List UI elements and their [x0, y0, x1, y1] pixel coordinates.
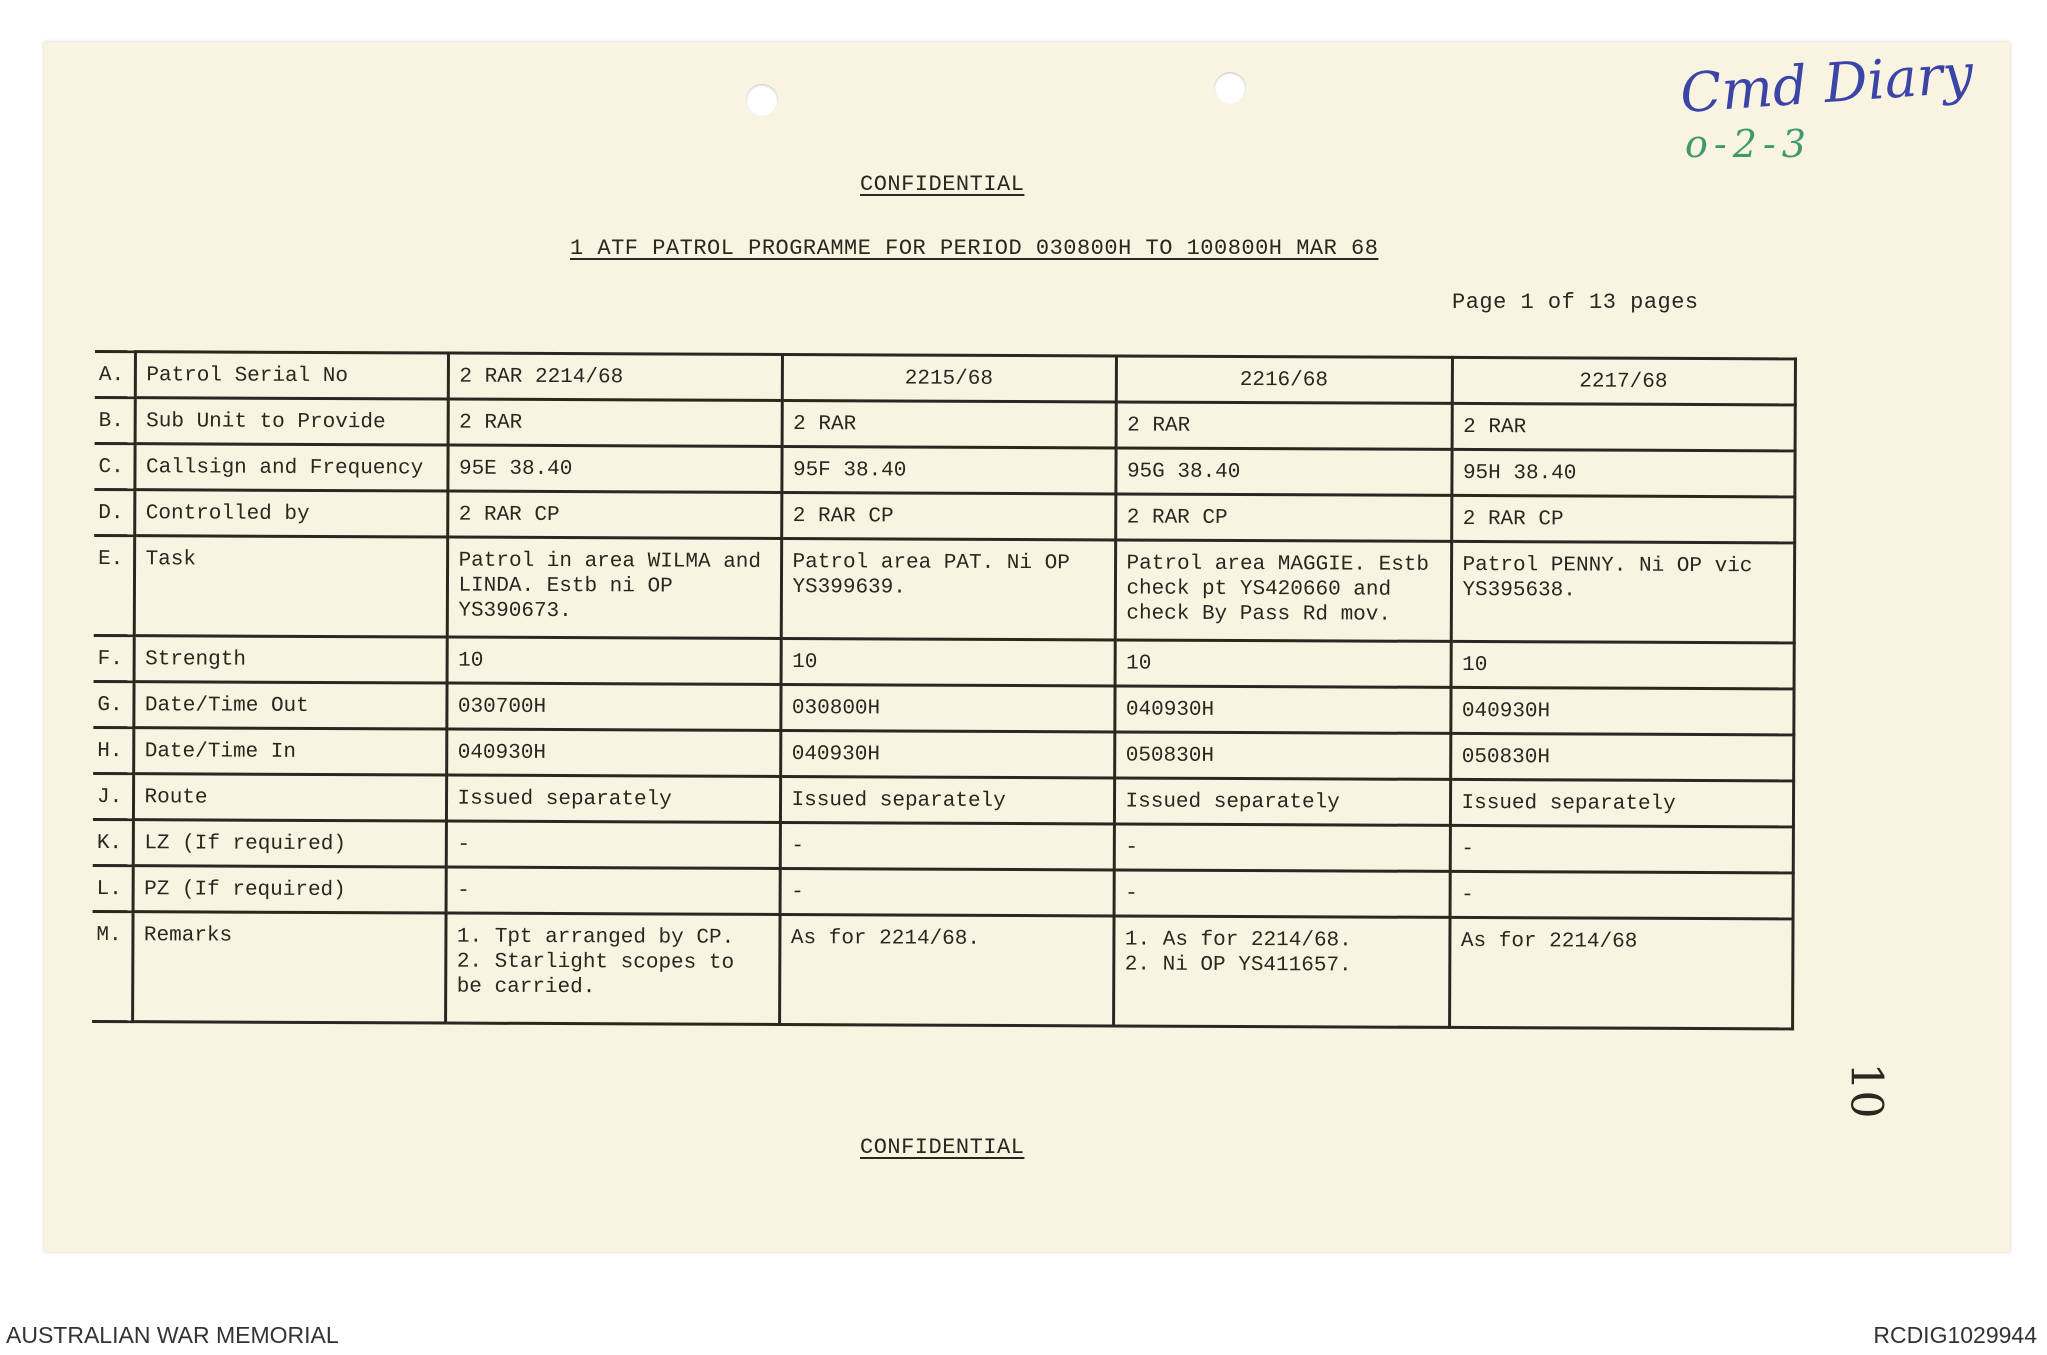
table-row	[94, 489, 1794, 542]
table-cell: -	[780, 822, 1114, 869]
table-row	[93, 681, 1793, 734]
table-cell: -	[1450, 825, 1793, 872]
handwritten-reference: o-2-3	[1685, 122, 1812, 166]
table-cell: Patrol area MAGGIE. Estb check pt YS420660 and check By Pass Rd mov.	[1115, 540, 1451, 641]
table-cell: 2 RAR 2214/68	[448, 353, 782, 400]
table-cell: -	[446, 821, 780, 868]
table-cell: 2 RAR CP	[1451, 495, 1794, 542]
row-label: Remarks	[132, 912, 445, 1023]
handwritten-note: Cmd Diary	[1678, 41, 1976, 126]
table-cell: 040930H	[780, 730, 1114, 777]
table-cell: 1. As for 2214/68. 2. Ni OP YS411657.	[1113, 916, 1449, 1027]
table-cell: 2 RAR CP	[447, 491, 781, 538]
table-cell: 050830H	[1450, 733, 1793, 780]
row-letter: F.	[94, 635, 134, 681]
table-cell: 040930H	[1450, 687, 1793, 734]
table-cell: Patrol area PAT. Ni OP YS399639.	[781, 538, 1115, 639]
page-info: Page 1 of 13 pages	[1452, 290, 1699, 315]
table-row	[93, 819, 1793, 872]
row-letter: E.	[94, 535, 134, 635]
table-cell: 2 RAR CP	[781, 492, 1115, 539]
table-cell: 95H 38.40	[1451, 449, 1794, 496]
row-label: Patrol Serial No	[135, 352, 448, 399]
table-cell: Issued separately	[780, 776, 1114, 823]
table-cell: Issued separately	[1114, 778, 1450, 825]
row-label: Date/Time Out	[133, 682, 446, 729]
row-letter: B.	[95, 397, 135, 443]
table-cell: 2217/68	[1452, 357, 1795, 404]
row-letter: J.	[93, 773, 133, 819]
row-letter: H.	[93, 727, 133, 773]
table-cell: Patrol PENNY. Ni OP vic YS395638.	[1451, 541, 1794, 642]
row-letter: C.	[94, 443, 134, 489]
row-label: Controlled by	[134, 490, 447, 537]
row-letter: M.	[92, 911, 132, 1021]
table-cell: 10	[781, 638, 1115, 685]
table-cell: 95G 38.40	[1115, 448, 1451, 495]
archive-caption-right: RCDIG1029944	[1873, 1322, 2037, 1348]
archive-caption-left: AUSTRALIAN WAR MEMORIAL	[6, 1322, 339, 1348]
punch-hole-right	[1214, 72, 1246, 104]
table-cell: As for 2214/68.	[779, 914, 1113, 1025]
table-cell: 2 RAR CP	[1115, 494, 1451, 541]
punch-hole-left	[746, 84, 778, 116]
table-row	[93, 865, 1793, 918]
table-cell: 030700H	[446, 683, 780, 730]
row-label: Sub Unit to Provide	[135, 398, 448, 445]
table-row	[95, 397, 1795, 450]
table-row	[92, 911, 1792, 1028]
table-cell: -	[780, 868, 1114, 915]
row-label: Date/Time In	[133, 728, 446, 775]
patrol-programme-table	[92, 350, 1796, 1030]
table-cell: 95F 38.40	[781, 446, 1115, 493]
table-row	[93, 727, 1793, 780]
row-label: PZ (If required)	[133, 866, 446, 913]
table-row	[93, 773, 1793, 826]
margin-page-mark: 10	[1840, 1062, 1892, 1119]
table-cell: -	[446, 867, 780, 914]
table-cell: 2 RAR	[1452, 403, 1795, 450]
confidential-heading: CONFIDENTIAL	[860, 172, 1025, 197]
table-cell: 2 RAR	[782, 400, 1116, 447]
table-cell: 2 RAR	[1116, 402, 1452, 449]
table-cell: 030800H	[780, 684, 1114, 731]
table-cell: 040930H	[1114, 686, 1450, 733]
table-cell: 2 RAR	[448, 399, 782, 446]
table-row	[94, 635, 1794, 688]
confidential-footer: CONFIDENTIAL	[860, 1135, 1025, 1160]
table-cell: 10	[447, 637, 781, 684]
table-cell: Issued separately	[446, 775, 780, 822]
row-letter: A.	[95, 352, 135, 398]
table-cell: -	[1450, 871, 1793, 918]
table-row	[94, 443, 1794, 496]
table-cell: 2215/68	[782, 354, 1116, 401]
table-cell: As for 2214/68	[1449, 917, 1792, 1028]
table-cell: 1. Tpt arranged by CP. 2. Starlight scopes to be carried.	[445, 913, 779, 1024]
table-cell: 10	[1115, 640, 1451, 687]
table-row	[94, 535, 1794, 642]
document-title: 1 ATF PATROL PROGRAMME FOR PERIOD 030800H TO 100800H MAR 68	[570, 236, 1379, 261]
row-label: Callsign and Frequency	[134, 444, 447, 491]
row-letter: L.	[93, 865, 133, 911]
table-row	[95, 352, 1795, 405]
row-label: Strength	[134, 636, 447, 683]
row-letter: D.	[94, 489, 134, 535]
table-cell: 040930H	[446, 729, 780, 776]
table-cell: 95E 38.40	[447, 445, 781, 492]
table-cell: -	[1114, 824, 1450, 871]
row-label: LZ (If required)	[133, 820, 446, 867]
table-cell: 10	[1451, 641, 1794, 688]
row-label: Route	[133, 774, 446, 821]
row-label: Task	[134, 536, 447, 637]
table-cell: 2216/68	[1116, 356, 1452, 403]
table-cell: 050830H	[1114, 732, 1450, 779]
table-cell: -	[1114, 870, 1450, 917]
row-letter: G.	[93, 681, 133, 727]
row-letter: K.	[93, 819, 133, 865]
table-cell: Patrol in area WILMA and LINDA. Estb ni OP YS390673.	[447, 537, 781, 638]
table-cell: Issued separately	[1450, 779, 1793, 826]
